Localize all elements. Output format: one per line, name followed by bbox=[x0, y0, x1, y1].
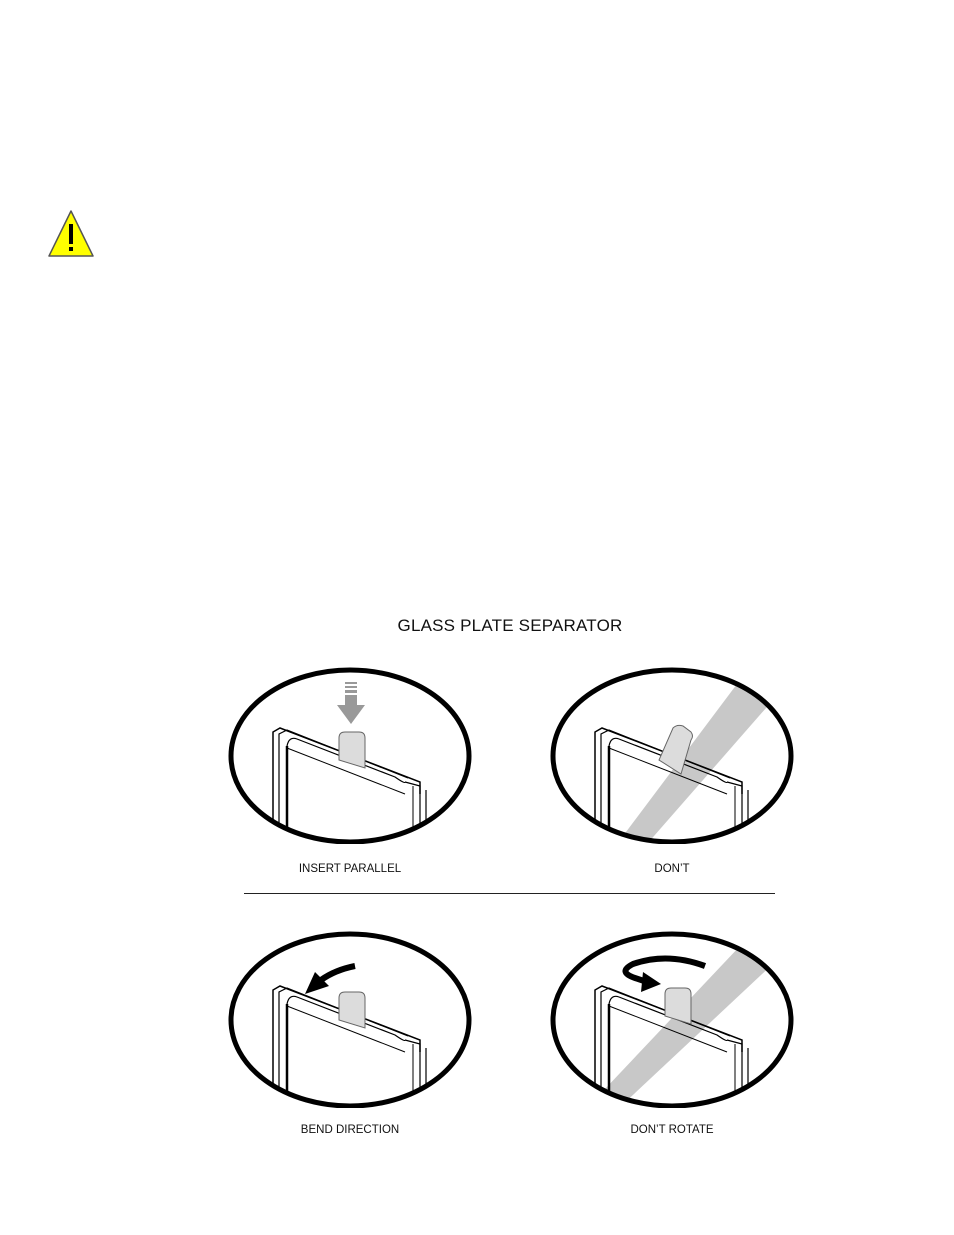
section-divider bbox=[244, 893, 775, 894]
caption-insert-parallel: INSERT PARALLEL bbox=[298, 863, 402, 875]
panel-bend-direction bbox=[225, 928, 475, 1108]
diagram-title: GLASS PLATE SEPARATOR bbox=[397, 616, 623, 635]
caption-dont: DON’T bbox=[654, 863, 690, 875]
caution-triangle-icon bbox=[46, 208, 96, 260]
panel-dont-rotate bbox=[547, 928, 797, 1108]
panel-insert-parallel bbox=[225, 664, 475, 844]
caption-dont-rotate: DON’T ROTATE bbox=[630, 1124, 714, 1136]
panel-dont bbox=[547, 664, 797, 844]
caption-bend-direction: BEND DIRECTION bbox=[300, 1124, 400, 1136]
